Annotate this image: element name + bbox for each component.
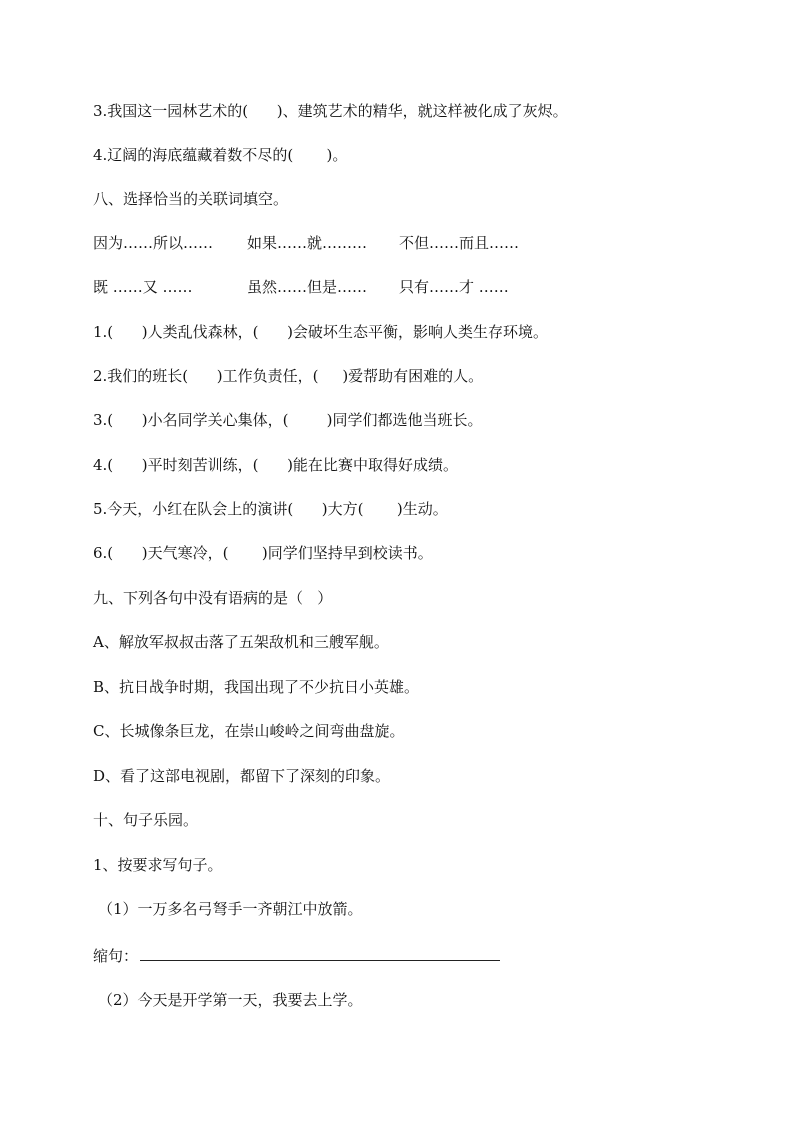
conjunction-option: 不但……而且…… [399,234,520,252]
question-8-3: 3.( )小名同学关心集体，( )同学们都选他当班长。 [93,411,483,429]
question-8-6: 6.( )天气寒冷，( )同学们坚持早到校读书。 [93,544,433,562]
question-8-1: 1.( )人类乱伐森林，( )会破坏生态平衡，影响人类生存环境。 [93,323,548,341]
section-10-heading: 十、句子乐园。 [93,811,199,829]
sentence-1: （1）一万多名弓弩手一齐朝江中放箭。 [98,900,363,918]
conjunction-option: 只有……才 …… [399,278,509,296]
section-9-heading: 九、下列各句中没有语病的是（ ） [93,589,333,607]
option-b: B、抗日战争时期，我国出现了不少抗日小英雄。 [93,678,420,696]
question-8-5: 5.今天，小红在队会上的演讲( )大方( )生动。 [93,500,448,518]
option-a: A、解放军叔叔击落了五架敌机和三艘军舰。 [93,633,389,651]
answer-blank-line[interactable] [140,944,500,961]
option-c: C、长城像条巨龙，在崇山峻岭之间弯曲盘旋。 [93,722,405,740]
shorten-sentence-row [93,944,500,966]
question-8-2: 2.我们的班长( )工作负责任，( )爱帮助有困难的人。 [93,367,484,385]
conjunction-option: 如果……就……… [247,234,368,252]
shorten-sentence-label: 缩句： [93,947,139,965]
question-7-4: 4.辽阔的海底蕴藏着数不尽的( )。 [93,146,348,164]
option-d: D、看了这部电视剧，都留下了深刻的印象。 [93,767,391,785]
question-7-3: 3.我国这一园林艺术的( )、建筑艺术的精华，就这样被化成了灰烬。 [93,102,568,120]
section-8-heading: 八、选择恰当的关联词填空。 [93,190,289,208]
conjunction-option: 虽然……但是…… [247,278,368,296]
question-8-4: 4.( )平时刻苦训练，( )能在比赛中取得好成绩。 [93,456,458,474]
conjunction-option: 因为……所以…… [93,234,214,252]
conjunction-options-row-2 [93,277,693,297]
sentence-2: （2）今天是开学第一天，我要去上学。 [98,991,363,1009]
conjunction-options-row-1 [93,233,693,253]
conjunction-option: 既 ……又 …… [93,278,193,296]
subsection-1-heading: 1、按要求写句子。 [93,856,223,874]
